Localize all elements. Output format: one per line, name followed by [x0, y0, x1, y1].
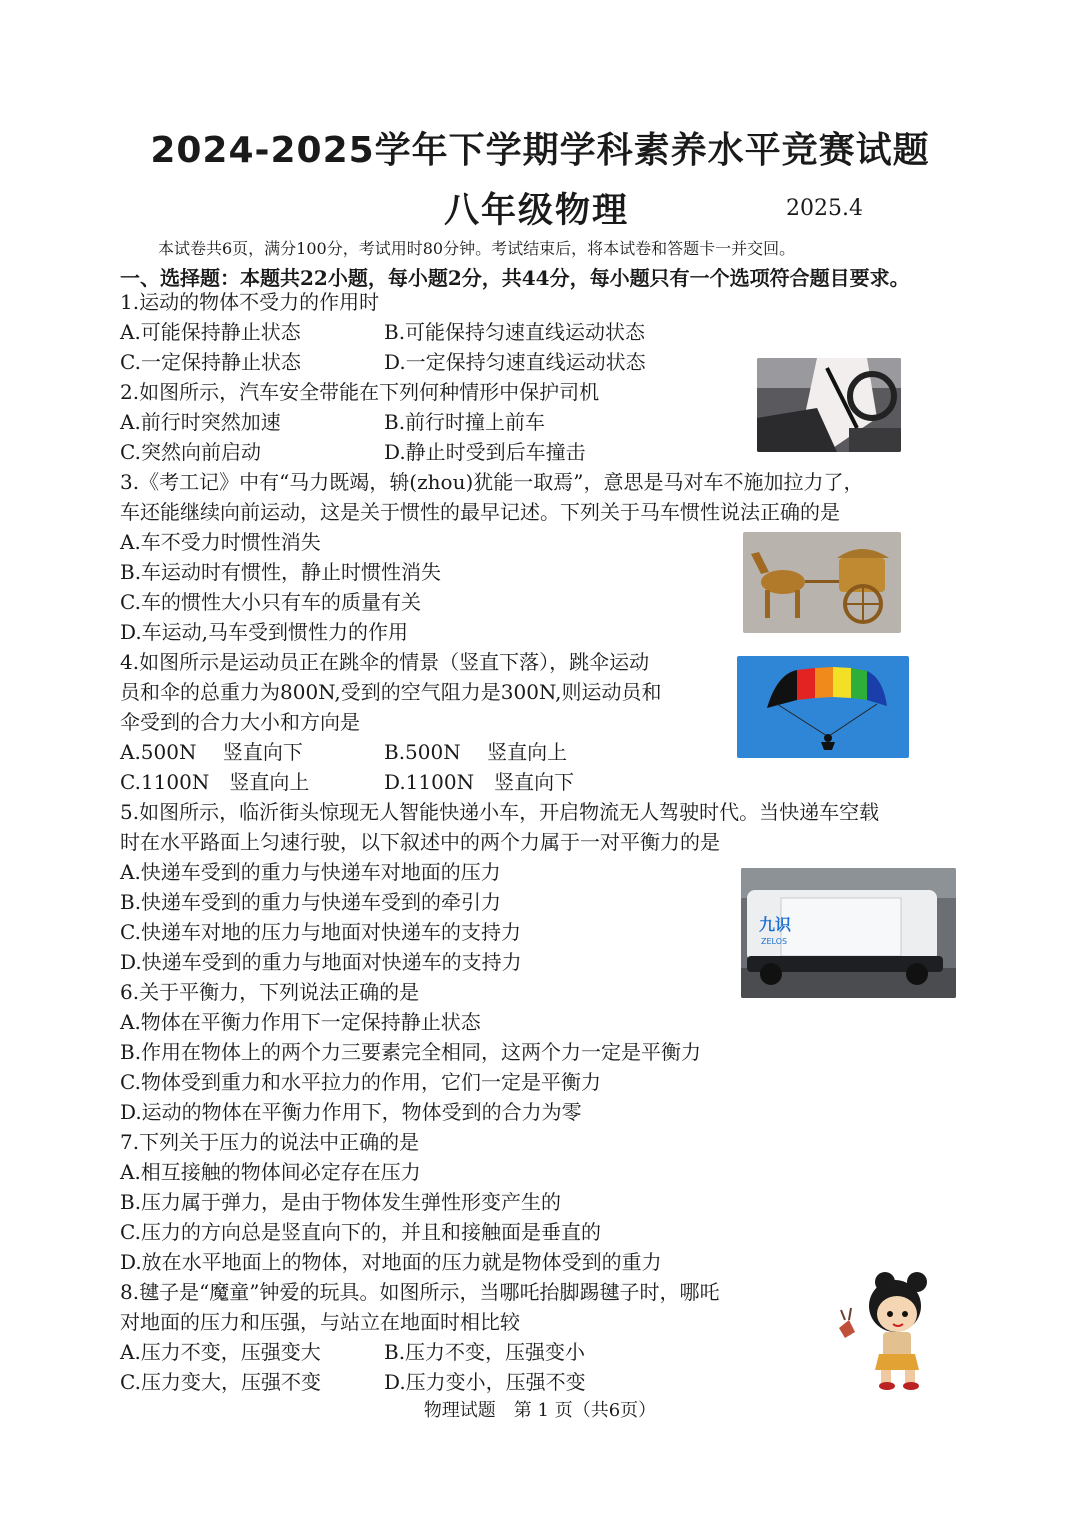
q1-option-c: C.一定保持静止状态 [120, 350, 301, 374]
q7-option-a: A.相互接触的物体间必定存在压力 [120, 1160, 421, 1184]
nezha-cartoon [833, 1262, 935, 1392]
exam-subtitle: 八年级物理 [444, 191, 630, 231]
page-footer: 物理试题 第 1 页（共6页） [423, 1400, 657, 1421]
q4-option-c: C.1100N 竖直向上 [120, 770, 310, 794]
q5-stem-line1: 5.如图所示，临沂街头惊现无人智能快递小车，开启物流无人驾驶时代。当快递车空载 [120, 800, 880, 824]
delivery-robot-photo [741, 868, 956, 998]
q3-option-a: A.车不受力时惯性消失 [120, 530, 321, 554]
parachute-photo [737, 656, 909, 758]
q2-option-b: B.前行时撞上前车 [384, 410, 546, 434]
q7-stem: 7.下列关于压力的说法中正确的是 [120, 1130, 420, 1154]
q1-option-a: A.可能保持静止状态 [120, 320, 301, 344]
q2-stem: 2.如图所示，汽车安全带能在下列何种情形中保护司机 [120, 380, 600, 404]
q4-option-d: D.1100N 竖直向下 [384, 770, 575, 794]
q1-option-d: D.一定保持匀速直线运动状态 [384, 350, 646, 374]
q2-option-d: D.静止时受到后车撞击 [384, 440, 586, 464]
q5-option-b: B.快递车受到的重力与快递车受到的牵引力 [120, 890, 502, 914]
q4-stem-line2: 员和伞的总重力为800N,受到的空气阻力是300N,则运动员和 [120, 680, 662, 704]
q7-option-c: C.压力的方向总是竖直向下的，并且和接触面是垂直的 [120, 1220, 601, 1244]
q8-stem-line2: 对地面的压力和压强，与站立在地面时相比较 [120, 1310, 520, 1334]
q8-option-c: C.压力变大，压强不变 [120, 1370, 321, 1394]
robot-logo-sub: ZELOS [761, 937, 788, 946]
q3-option-b: B.车运动时有惯性，静止时惯性消失 [120, 560, 442, 584]
q3-stem-line1: 3.《考工记》中有“马力既竭，辀(zhou)犹能一取焉”，意思是马对车不施加拉力了， [120, 470, 864, 494]
exam-note: 本试卷共6页，满分100分，考试用时80分钟。考试结束后，将本试卷和答题卡一并交回。 [158, 239, 796, 258]
exam-title: 2024-2025学年下学期学科素养水平竞赛试题 [150, 130, 930, 171]
bronze-chariot-photo [743, 532, 901, 633]
q6-stem: 6.关于平衡力，下列说法正确的是 [120, 980, 420, 1004]
q6-option-c: C.物体受到重力和水平拉力的作用，它们一定是平衡力 [120, 1070, 601, 1094]
q8-option-b: B.压力不变，压强变小 [384, 1340, 586, 1364]
q3-option-c: C.车的惯性大小只有车的质量有关 [120, 590, 421, 614]
section-heading: 一、选择题：本题共22小题，每小题2分，共44分，每小题只有一个选项符合题目要求。 [120, 266, 910, 290]
q5-option-d: D.快递车受到的重力与地面对快递车的支持力 [120, 950, 522, 974]
q1-option-b: B.可能保持匀速直线运动状态 [384, 320, 646, 344]
robot-logo: 九识 [759, 915, 792, 934]
q3-option-d: D.车运动,马车受到惯性力的作用 [120, 620, 409, 644]
q2-option-a: A.前行时突然加速 [120, 410, 281, 434]
q4-stem-line3: 伞受到的合力大小和方向是 [120, 710, 360, 734]
q2-option-c: C.突然向前启动 [120, 440, 261, 464]
q6-option-b: B.作用在物体上的两个力三要素完全相同，这两个力一定是平衡力 [120, 1040, 702, 1064]
q5-option-c: C.快递车对地的压力与地面对快递车的支持力 [120, 920, 521, 944]
q8-option-d: D.压力变小，压强不变 [384, 1370, 586, 1394]
q7-option-b: B.压力属于弹力，是由于物体发生弹性形变产生的 [120, 1190, 562, 1214]
q6-option-d: D.运动的物体在平衡力作用下，物体受到的合力为零 [120, 1100, 582, 1124]
q5-option-a: A.快递车受到的重力与快递车对地面的压力 [120, 860, 501, 884]
q6-option-a: A.物体在平衡力作用下一定保持静止状态 [120, 1010, 481, 1034]
q1-stem: 1.运动的物体不受力的作用时 [120, 290, 380, 314]
q5-stem-line2: 时在水平路面上匀速行驶，以下叙述中的两个力属于一对平衡力的是 [120, 830, 720, 854]
seatbelt-photo [757, 358, 901, 452]
exam-date: 2025.4 [786, 196, 863, 221]
q4-option-a: A.500N 竖直向下 [120, 740, 303, 764]
q3-stem-line2: 车还能继续向前运动，这是关于惯性的最早记述。下列关于马车惯性说法正确的是 [120, 500, 840, 524]
q8-option-a: A.压力不变，压强变大 [120, 1340, 321, 1364]
q7-option-d: D.放在水平地面上的物体，对地面的压力就是物体受到的重力 [120, 1250, 662, 1274]
q8-stem-line1: 8.毽子是“魔童”钟爱的玩具。如图所示，当哪吒抬脚踢毽子时，哪吒 [120, 1280, 720, 1304]
q4-stem-line1: 4.如图所示是运动员正在跳伞的情景（竖直下落），跳伞运动 [120, 650, 650, 674]
q4-option-b: B.500N 竖直向上 [384, 740, 568, 764]
